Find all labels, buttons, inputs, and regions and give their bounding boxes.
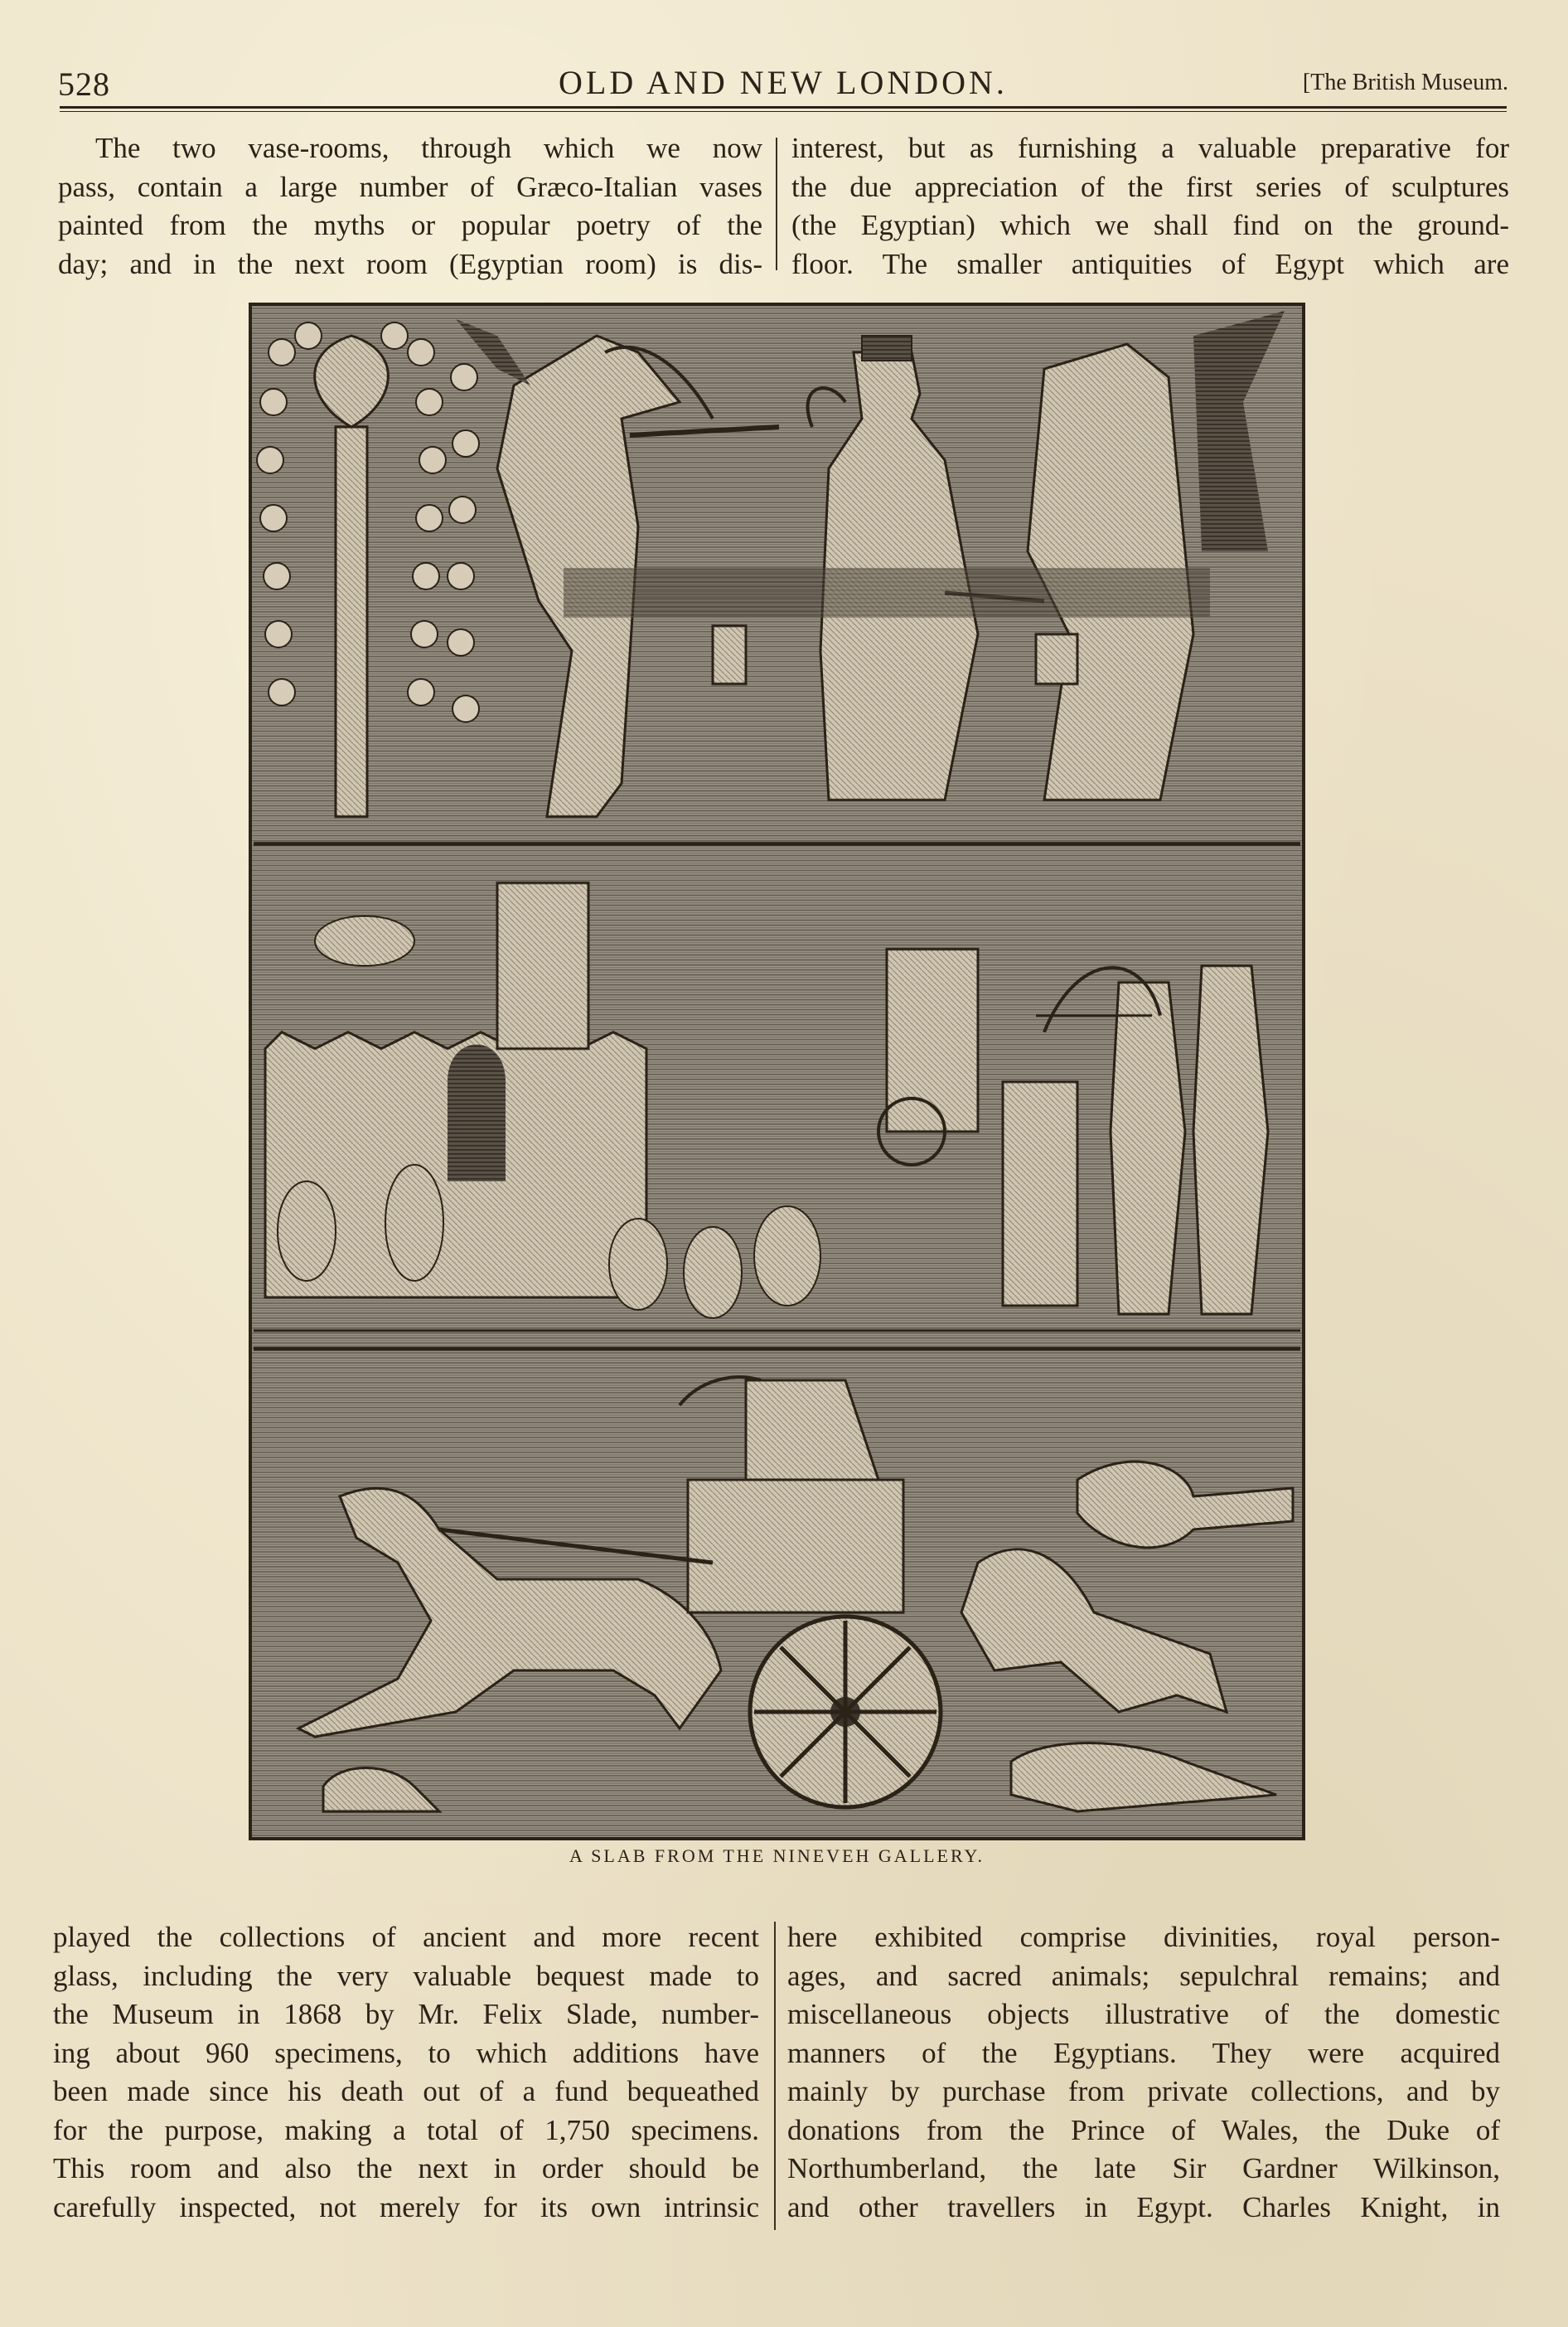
text-column-top-right (791, 129, 1509, 284)
text-line: mainly by purchase from private collections, and by (787, 2075, 1500, 2107)
text-line: miscellaneous objects illustrative of the domestic (787, 1998, 1500, 2030)
text-line: day; and in the next room (Egyptian room) is dis- (58, 247, 762, 280)
text-line: for the purpose, making a total of 1,750 specimens. (53, 2113, 759, 2146)
text-line: (the Egyptian) which we shall find on the ground- (791, 209, 1509, 241)
text-line: the due appreciation of the first series of sculptures (791, 170, 1509, 203)
text-line: played the collections of ancient and more recent (53, 1921, 759, 1953)
section-title: [The British Museum. (1302, 70, 1508, 95)
text-line: ing about 960 specimens, to which additions have (53, 2036, 759, 2069)
column-divider (774, 1922, 776, 2230)
text-line: the Museum in 1868 by Mr. Felix Slade, number- (53, 1998, 759, 2030)
text-line: The two vase-rooms, through which we now (95, 132, 762, 164)
nineveh-slab-illustration (249, 303, 1305, 1840)
figure-caption: A SLAB FROM THE NINEVEH GALLERY. (569, 1845, 985, 1866)
text-line: painted from the myths or popular poetry of the (58, 209, 762, 241)
text-line: pass, contain a large number of Græco-Italian vases (58, 170, 762, 203)
page-header (58, 56, 1508, 106)
register-siege-scene (254, 848, 1300, 1345)
text-column-bottom-right (787, 1918, 1500, 2227)
text-line: been made since his death out of a fund bequeathed (53, 2075, 759, 2107)
text-line: Northumberland, the late Sir Gardner Wilkinson, (787, 2152, 1500, 2184)
text-line: here exhibited comprise divinities, royal person- (787, 1921, 1500, 1953)
text-line: manners of the Egyptians. They were acquired (787, 2036, 1500, 2069)
text-line: carefully inspected, not merely for its own intrinsic (53, 2190, 759, 2223)
column-divider (776, 138, 777, 270)
text-line: glass, including the very valuable bequest made to (53, 1959, 759, 1992)
text-line: and other travellers in Egypt. Charles Knight, in (787, 2190, 1500, 2223)
text-line: This room and also the next in order should be (53, 2152, 759, 2184)
text-line: ages, and sacred animals; sepulchral remains; and (787, 1959, 1500, 1992)
register-winged-figures (254, 308, 1300, 842)
text-line: interest, but as furnishing a valuable preparative for (791, 132, 1509, 164)
page-number: 528 (58, 65, 110, 103)
text-column-bottom-left (53, 1918, 759, 2227)
header-rule-thin (60, 111, 1507, 112)
text-line: donations from the Prince of Wales, the Duke of (787, 2113, 1500, 2146)
running-title: OLD AND NEW LONDON. (559, 64, 1008, 101)
header-rule (60, 106, 1507, 109)
text-column-top-left (58, 129, 762, 284)
register-lion-hunt (254, 1352, 1300, 1835)
text-line: floor. The smaller antiquities of Egypt which are (791, 247, 1509, 280)
